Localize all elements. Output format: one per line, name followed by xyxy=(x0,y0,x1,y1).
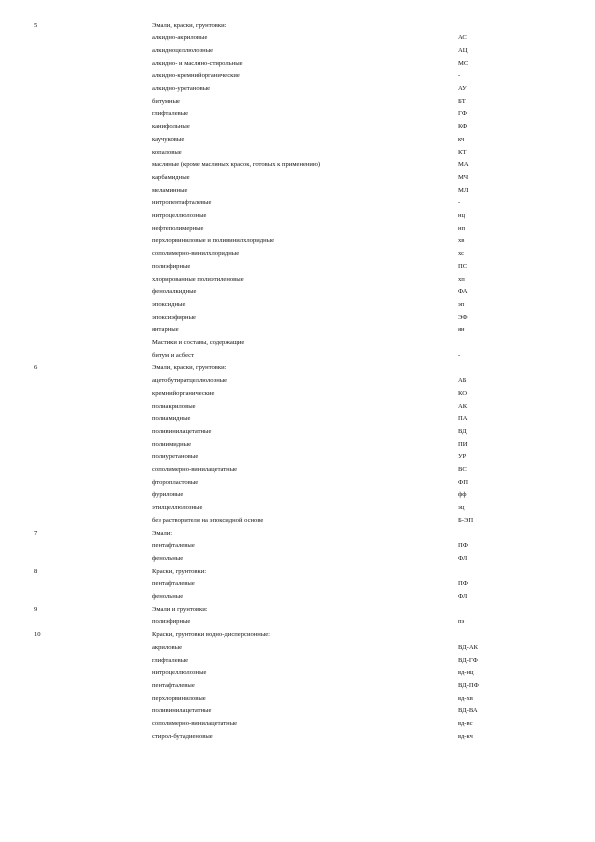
table-row xyxy=(0,502,595,515)
section-heading: Эмали: xyxy=(152,529,173,537)
material-code: ФА xyxy=(458,288,468,296)
section-number: 6 xyxy=(34,364,38,372)
material-code: кч xyxy=(458,135,465,143)
material-name: этилцеллюлозные xyxy=(152,504,203,512)
material-name: алкидно- и масляно-стирольные xyxy=(152,59,243,67)
table-row xyxy=(0,426,595,439)
table-row xyxy=(0,121,595,134)
table-row xyxy=(0,451,595,464)
section-header-row xyxy=(0,629,595,642)
table-row xyxy=(0,312,595,325)
material-code: вд-хв xyxy=(458,694,473,702)
material-name: фенольные xyxy=(152,554,184,562)
table-row xyxy=(0,185,595,198)
material-name: фенолалкидные xyxy=(152,288,197,296)
material-code: нц xyxy=(458,212,466,219)
table-row xyxy=(0,718,595,731)
material-code: ВС xyxy=(458,466,467,473)
material-code: ФЛ xyxy=(458,593,468,600)
material-code: КТ xyxy=(458,148,467,156)
material-code: ВД-АК xyxy=(458,643,478,651)
section-heading: Краски, грунтовки водно-дисперсионные: xyxy=(152,631,271,639)
material-code: ПФ xyxy=(458,580,468,588)
material-code: вд-кч xyxy=(458,732,473,740)
table-row xyxy=(0,553,595,566)
material-code: вд-нц xyxy=(458,669,474,677)
material-name: алкидноцеллюлозные xyxy=(152,46,214,54)
table-row xyxy=(0,350,595,363)
material-name: янтарные xyxy=(152,326,179,334)
material-code: эц xyxy=(458,504,465,512)
material-name: битумные xyxy=(152,97,180,105)
table-row xyxy=(0,731,595,744)
material-name: Мастики и составы, содержащие xyxy=(152,339,245,346)
material-name: акриловые xyxy=(152,643,183,651)
table-row xyxy=(0,159,595,172)
table-row xyxy=(0,134,595,147)
material-code: ПФ xyxy=(458,542,468,550)
material-name: сополимерно-винилацетатные xyxy=(152,466,238,473)
material-name: фенольные xyxy=(152,593,184,600)
material-code: - xyxy=(458,72,461,80)
material-code: АБ xyxy=(458,377,467,385)
material-code: ПА xyxy=(458,415,468,423)
material-code: фф xyxy=(458,491,467,499)
table-row xyxy=(0,274,595,287)
material-code: АС xyxy=(458,34,467,42)
material-code: УР xyxy=(458,453,467,461)
material-name: сополимерно-винилхлоридные xyxy=(152,250,240,258)
table-row xyxy=(0,515,595,528)
table-row xyxy=(0,261,595,274)
material-name: масляные (кроме масляных красок, готовых к применению) xyxy=(152,161,321,169)
table-row xyxy=(0,45,595,58)
table-row xyxy=(0,286,595,299)
material-code: хп xyxy=(458,275,465,283)
material-name: полиэфирные xyxy=(152,262,191,270)
table-row xyxy=(0,375,595,388)
table-row xyxy=(0,324,595,337)
material-name: хлорированные полиэтиленовые xyxy=(152,275,244,283)
material-name: перхлорвиниловые и поливинилхлоридные xyxy=(152,237,275,245)
table-row xyxy=(0,210,595,223)
table-row xyxy=(0,337,595,350)
material-name: полиимидные xyxy=(152,440,192,448)
material-name: битум и асбест xyxy=(152,351,194,359)
material-code: пэ xyxy=(458,618,465,626)
table-row xyxy=(0,223,595,236)
section-heading: Эмали, краски, грунтовки: xyxy=(152,364,227,372)
table-row xyxy=(0,642,595,655)
material-name: нитроцеллюлозные xyxy=(152,669,207,677)
material-code: Б-ЭП xyxy=(458,516,474,524)
table-row xyxy=(0,299,595,312)
table-row xyxy=(0,58,595,71)
material-name: поливинилацетатные xyxy=(152,427,212,435)
table-row xyxy=(0,96,595,109)
section-header-row xyxy=(0,566,595,579)
material-name: алкидно-уретановые xyxy=(152,85,211,92)
material-name: полиамидные xyxy=(152,415,191,423)
material-code: ВД-ПФ xyxy=(458,681,479,689)
material-name: меламинные xyxy=(152,186,188,194)
table-row xyxy=(0,401,595,414)
material-code: ПС xyxy=(458,262,468,270)
material-code: МЧ xyxy=(458,173,469,181)
material-name: кремнийорганические xyxy=(152,389,215,397)
table-row xyxy=(0,705,595,718)
table-row xyxy=(0,540,595,553)
material-name: стирол-бутадиеновые xyxy=(152,732,213,740)
material-code: КО xyxy=(458,389,467,397)
section-header-row xyxy=(0,528,595,541)
material-code: ФЛ xyxy=(458,554,468,562)
material-name: пентафталевые xyxy=(152,580,195,588)
material-name: полиэфирные xyxy=(152,618,191,626)
material-code: ВД xyxy=(458,427,467,435)
material-code: ГФ xyxy=(458,110,468,118)
table-row xyxy=(0,439,595,452)
material-code: ВД-ВА xyxy=(458,707,478,715)
section-number: 9 xyxy=(34,605,38,613)
table-row xyxy=(0,413,595,426)
material-code: ПИ xyxy=(458,440,468,448)
material-name: пентафталевые xyxy=(152,681,195,689)
material-name: нитроцеллюлозные xyxy=(152,212,207,219)
material-name: эпоксидные xyxy=(152,300,186,308)
material-name: нитропентафталевые xyxy=(152,199,212,207)
material-code: хв xyxy=(458,237,465,245)
material-code: БТ xyxy=(458,97,466,105)
material-code: МС xyxy=(458,59,469,67)
material-name: фуриловые xyxy=(152,491,184,499)
section-header-row xyxy=(0,604,595,617)
section-header-row xyxy=(0,20,595,33)
material-code: МЛ xyxy=(458,186,469,194)
material-name: карбамидные xyxy=(152,173,190,181)
table-row xyxy=(0,477,595,490)
material-code: ян xyxy=(458,326,465,334)
table-row xyxy=(0,70,595,83)
material-code: ФП xyxy=(458,478,468,486)
material-code: вд-вс xyxy=(458,720,473,727)
material-name: алкидно-кремнийорганические xyxy=(152,72,240,80)
table-row xyxy=(0,616,595,629)
material-code: - xyxy=(458,351,461,359)
section-number: 10 xyxy=(34,631,41,639)
material-code: эп xyxy=(458,300,465,308)
material-name: поливинилацетатные xyxy=(152,707,212,715)
table-row xyxy=(0,693,595,706)
table-row xyxy=(0,83,595,96)
material-code: АК xyxy=(458,402,468,410)
material-code: АУ xyxy=(458,85,467,92)
material-name: алкидно-акриловые xyxy=(152,34,208,42)
material-name: фторопластовые xyxy=(152,478,199,486)
material-code: КФ xyxy=(458,123,468,131)
material-name: сополимерно-винилацетатные xyxy=(152,720,238,727)
section-number: 7 xyxy=(34,529,38,537)
table-row xyxy=(0,655,595,668)
section-heading: Эмали и грунтовки: xyxy=(152,605,208,613)
table-row xyxy=(0,108,595,121)
table-row xyxy=(0,578,595,591)
material-name: нефтеполимерные xyxy=(152,224,204,232)
table-row xyxy=(0,591,595,604)
material-name: пентафталевые xyxy=(152,542,195,550)
material-code: нп xyxy=(458,224,466,232)
material-name: без растворителя на эпоксидной основе xyxy=(152,516,264,524)
table-row xyxy=(0,667,595,680)
material-name: полиуретановые xyxy=(152,453,199,461)
section-heading: Эмали, краски, грунтовки: xyxy=(152,21,227,29)
section-heading: Краски, грунтовки: xyxy=(152,567,207,575)
table-row xyxy=(0,235,595,248)
material-name: ацетобутиратцеллюлозные xyxy=(152,377,228,385)
table-row xyxy=(0,197,595,210)
section-number: 8 xyxy=(34,567,38,575)
material-name: перхлорвиниловые xyxy=(152,694,206,702)
material-name: глифталевые xyxy=(152,656,189,664)
material-name: полиакриловые xyxy=(152,402,196,410)
material-code: АЦ xyxy=(458,46,468,54)
material-code: хс xyxy=(458,250,465,258)
table-row xyxy=(0,489,595,502)
section-header-row xyxy=(0,362,595,375)
material-name: канифольные xyxy=(152,123,190,131)
material-name: копаловые xyxy=(152,148,182,156)
material-name: каучуковые xyxy=(152,135,185,143)
table-row xyxy=(0,248,595,261)
material-code: ЭФ xyxy=(458,313,468,321)
table-row xyxy=(0,464,595,477)
table-row xyxy=(0,388,595,401)
section-number: 5 xyxy=(34,21,38,29)
table-row xyxy=(0,172,595,185)
material-code: МА xyxy=(458,161,469,169)
table-row xyxy=(0,147,595,160)
table-row xyxy=(0,680,595,693)
material-name: эпоксиэфирные xyxy=(152,313,196,321)
table-row xyxy=(0,32,595,45)
material-code: - xyxy=(458,199,461,207)
material-name: глифталевые xyxy=(152,110,189,118)
material-code: ВД-ГФ xyxy=(458,656,478,664)
